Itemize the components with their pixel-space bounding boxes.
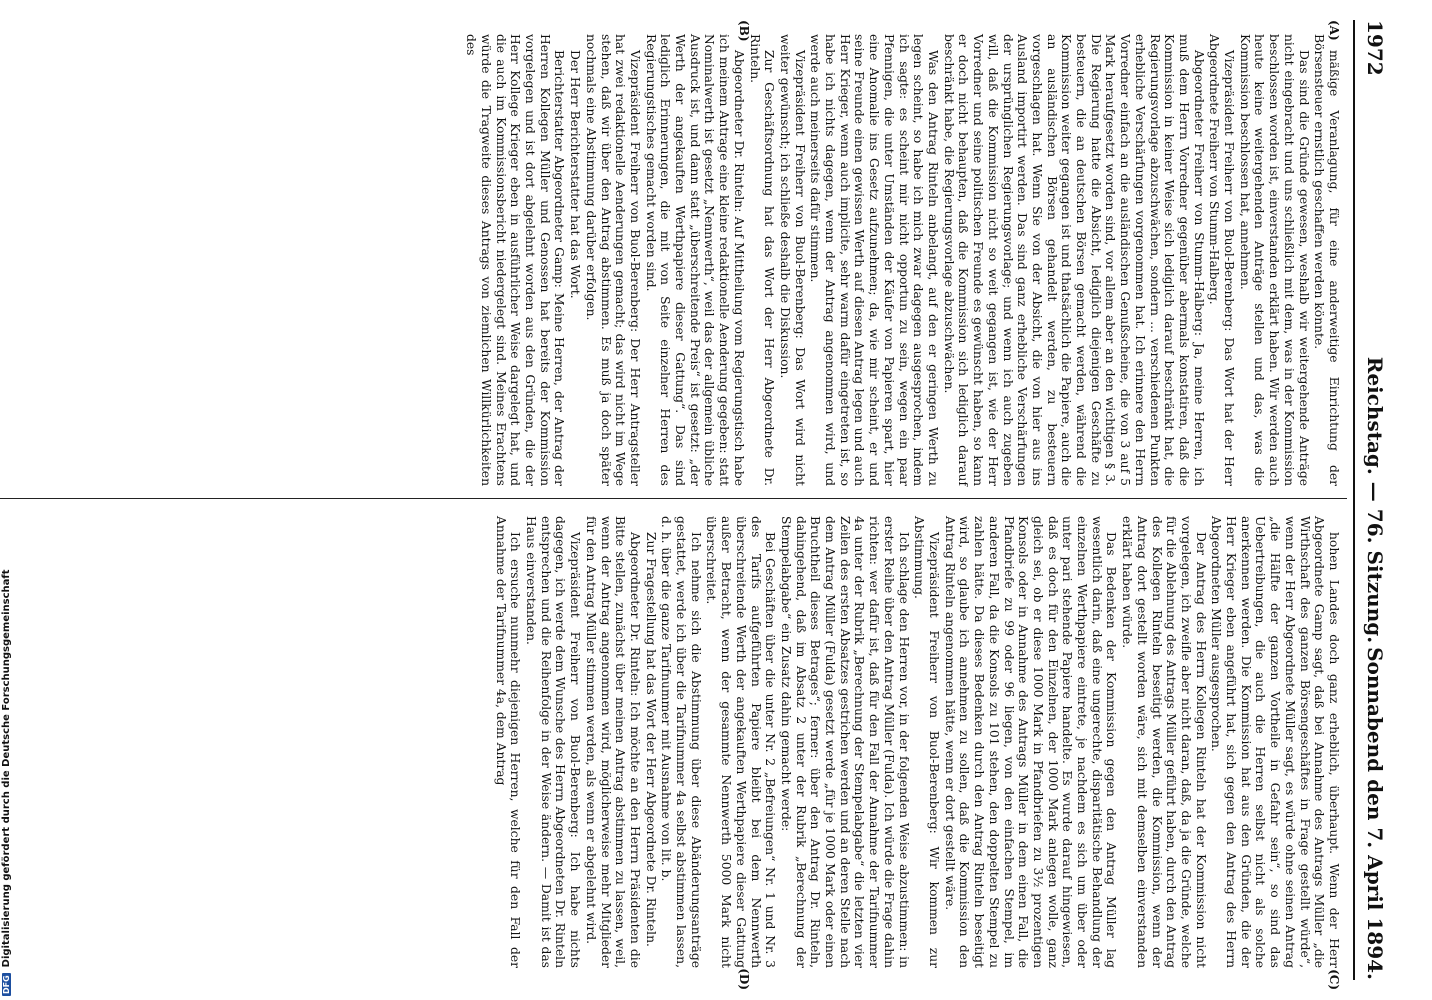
paragraph: Bei Geschäften über die unter Nr. 2 „Befreiungen“ Nr. 1 und Nr. 3 des Tarifs aufgeführten Papiere bleibt bei dem Nennwerth überschreitende Werth der angekauften Werthpapiere dieser Gattung außer Betracht, wenn der gesammte Nennwerth 5000 Mark nicht überschreitet.	[704, 516, 778, 968]
paragraph: Der Herr Berichterstatter hat das Wort.	[568, 50, 583, 299]
paragraph: Was den Antrag Rinteln anbelangt, auf den er geringen Werth zu legen scheint, so habe ich mich zwar dagegen ausgesprochen, indem ich sagte: es scheint mir nicht opportun zu sein, wegen ein paar Pfennigen, die unter Umständen der Käufer von Papieren spart, hier eine Anomalie ins Gesetz aufzunehmen; da, wie mir scheint, er und seine Freunde einen gewissen Werth auf diesen Antrag legen und auch Herr Krieger, wenn auch implicite, sehr warm dafür eingetreten ist, so habe ich nichts dagegen, wenn der Antrag angenommen wird, und werde auch meinerseits dafür stimmen.	[808, 34, 941, 486]
paragraph: Berichterstatter Abgeordneter Gamp: Meine Herren, der Antrag der Herren Kollegen Müller und Genossen hat bereits der Kommission vorgelegen und ist dort abgelehnt worden aus den Gründen, die der Herr Kollege Krieger eben in ausführlicher Weise dargelegt hat, und die auch im Kommissionsbericht niedergelegt sind. Meines Erachtens würde die Tragweite dieses Antrags von ziemlichen Willkürlichkeiten des	[464, 34, 567, 486]
paragraph: Vizepräsident Freiherr von Buol-Berenberg: Das Wort hat der Herr Abgeordnete Freiherr von Stumm-Halberg.	[1207, 34, 1237, 486]
paragraph: Vizepräsident Freiherr von Buol-Berenberg: Ich habe nichts dagegen, ich werde dem Wunsche des Herrn Abgeordneten Dr. Rinteln entsprechen und die Reihenfolge in der Weise ändern. — Damit ist das Haus einverstanden.	[524, 516, 583, 968]
margin-mark-b: (B)	[737, 20, 751, 42]
session-date: Sonnabend den 7. April 1894.	[1363, 647, 1387, 980]
paragraph: Zur Fragestellung hat das Wort der Herr Abgeordnete Dr. Rinteln.	[643, 532, 658, 947]
left-column	[8, 20, 1341, 486]
margin-mark-d: (D)	[737, 968, 751, 990]
paragraph: Das Bedenken der Kommission gegen den Antrag Müller lag wesentlich darin, daß eine ungerechte, disparitätische Behandlung der einzelnen Werthpapiere eintrete, je nachdem es sich um über oder unter pari stehende Papiere handelte. Es wurde darauf hingewiesen, daß es doch für den Einzelnen, der 1000 Mark anlegen wolle, ganz gleich sei, ob er diese 1000 Mark in Pfandbriefen zu 3½ prozentigen Konsols oder in Annahme des Antrags Müller in dem einen Fall, die Pfandbriefe zu 99 oder 96 liegen, von den einfachen Stempel, im anderen Fall, da die Konsols zu 101 stehen, den doppelten Stempel zu zahlen hätte. Da dieses Bedenken durch den Antrag Rinteln beseitigt wird, so glaube ich annehmen zu sollen, daß die Kommission den Antrag Rinteln angenommen hätte, wenn er dort gestellt wäre.	[942, 516, 1119, 968]
paragraph: Abgeordneter Dr. Rinteln: Auf Mittheilung vom Regierungstisch habe ich meinem Antrage eine kleine redaktionelle Aenderung gegeben: statt Nominalwerth ist gesetzt „Nennwerth“, weil das der allgemein übliche Ausdruck ist, und dann statt „überschreitende Preis“ ist gesetzt: „der Werth der angekauften Werthpapiere dieser Gattung“. Das sind lediglich Erinnerungen, die mit von Seite einzelner Herren des Regierungstisches gemacht worden sind.	[643, 34, 746, 486]
paragraph: Der Antrag des Herrn Kollegen Rinteln hat der Kommission nicht vorgelegen, ich zweifle aber nicht daran, daß, da ja die Gründe, welche für die Ablehnung des Antrags Müller geführt haben, durch den Antrag des Kollegen Rinteln beseitigt werden, die Kommission, wenn der Antrag dort gestellt worden wäre, sich mit demselben einverstanden erklärt haben würde.	[1120, 516, 1208, 968]
margin-mark-a: (A)	[1327, 20, 1341, 41]
page-number: 1972	[1363, 20, 1387, 76]
paragraph: Vizepräsident Freiherr von Buol-Berenberg: Das Wort wird nicht weiter gewünscht; ich schließe deshalb die Diskussion.	[777, 34, 807, 486]
header-rule	[1353, 20, 1355, 980]
margin-mark-c: (C)	[1327, 969, 1341, 990]
paragraph: hohen Landes doch ganz erheblich, überhaupt. Wenn der Herr Abgeordnete Gamp sagt, daß bei Annahme des Antrags Müller „die Wirthschaft des ganzen Börsengeschäftes in Frage gestellt würde“, wenn der Herr Abgeordnete Müller sagt, es würde ohne seinen Antrag „die Hälfte der ganzen Vortheile in Gefahr sein“, so sind das Uebertreibungen, die auch die Herren selbst nicht als solche anerkennen werden. Die Kommission hat aus den Gründen, die der Herr Krieger eben angeführt hat, sich gegen den Antrag des Herrn Abgeordneten Müller ausgesprochen.	[1209, 516, 1341, 968]
right-column	[8, 516, 1341, 990]
column-divider	[0, 498, 1347, 499]
paragraph: Zur Geschäftsordnung hat das Wort der Herr Abgeordnete Dr. Rinteln.	[747, 34, 777, 486]
paragraph: Ich schlage den Herren vor, in der folgenden Weise abzustimmen: in erster Reihe über den Antrag Müller (Fulda). Ich würde die Frage dahin richten: wer dafür ist, daß für den Fall der Annahme der Tarifnummer 4a unter der Rubrik „Berechnung der Stempelabgabe“ die letzten vier Zeilen des ersten Absatzes gestrichen werden und an deren Stelle nach dem Antrag Müller (Fulda) gesetzt werde „für je 1000 Mark oder einen Bruchtheil dieses Betrages“; ferner: über den Antrag Dr. Rinteln, dahingehend, daß im Absatz 2 unter der Rubrik „Berechnung der Stempelabgabe“ ein Zusatz dahin gemacht werde:	[778, 516, 911, 968]
paragraph: Ich ersuche nunmehr diejenigen Herren, welche für den Fall der Annahme der Tarifnummer 4a, dem Antrag	[493, 516, 523, 968]
paragraph: Abgeordneter Dr. Rinteln: Ich möchte an den Herrn Präsidenten die Bitte stellen, zunächst über meinen Antrag abstimmen zu lassen, weil, wenn der Antrag angenommen wird, möglicherweise mehr Mitglieder für den Antrag Müller stimmen werden, als wenn er abgelehnt wird.	[583, 516, 642, 968]
paragraph: Vizepräsident Freiherr von Buol-Berenberg: Der Herr Antragsteller hat zwei redaktionelle Aenderungen gemacht; das wird nicht im Wege stehen, daß wir über den Antrag abstimmen. Es muß ja doch später nochmals eine Abstimmung darüber erfolgen.	[583, 34, 642, 486]
page-header	[1351, 20, 1395, 980]
running-title: Reichstag. — 76. Sitzung.	[1363, 356, 1387, 644]
paragraph: Abgeordneter Freiherr von Stumm-Halberg: Ja, meine Herren, ich muß dem Herrn Vorredner gegenüber abermals konstatiren, daß die Kommission in keiner Weise sich lediglich darauf beschränkt hat, die Regierungsvorlage abzuschwächen, sondern ... verschiedenen Punkten erhebliche Verschärfungen vorgenommen hat. Ich erinnere den Herrn Vorredner einfach an die ausländischen Genußscheine, die von 3 auf 5 Mark heraufgesetzt worden sind, vor allem aber an den wichtigen § 3. Die Regierung hatte die Absicht, lediglich diejenigen Geschäfte zu besteuern, die an deutschen Börsen gemacht werden, während die Kommission weiter gegangen ist und thatsächlich die Papiere, auch die an ausländischen Börsen gehandelt werden, zu besteuern vorgeschlagen hat. Wenn Sie von der Absicht, die von hier aus ins Ausland importirt werden. Das sind ganz erhebliche Verschärfungen der ursprünglichen Regierungsvorlage; und wenn ich auch zugeben will, daß die Kommission nicht so weit gegangen ist, wie der Herr Vorredner und seine politischen Freunde es gewünscht haben, so kann er doch nicht behaupten, daß die Kommission sich lediglich darauf beschränkt habe, die Regierungsvorlage abzuschwächen.	[941, 34, 1206, 486]
paragraph: Vizepräsident Freiherr von Buol-Berenberg: Wir kommen zur Abstimmung.	[912, 516, 942, 968]
paragraph: mäßige Veranlagung, für eine anderweitige Einrichtung der Börsensteuer ernstlich geschaffen werden könnte.	[1312, 34, 1341, 486]
paragraph: Ich nehme sich die Abstimmung über diese Abänderungsanträge gestattet, werde ich über die Tarifnummer 4a selbst abstimmen lassen, d. h. über die ganze Tarifnummer mit Ausnahme von lit. b.	[659, 516, 703, 968]
paragraph: Das sind die Gründe gewesen, weshalb wir weitergehende Anträge nicht eingebracht und uns schließlich mit dem, was in der Kommission beschlossen worden ist, einverstanden erklärt haben. Wir werden auch heute keine weitergehenden Anträge stellen und das, was die Kommission beschlossen hat, annehmen.	[1237, 34, 1311, 486]
credit-text: Digitalisierung gefördert durch die Deutsche Forschungsgemeinschaft	[1, 569, 12, 968]
dfg-logo-icon: DFG	[2, 975, 11, 994]
